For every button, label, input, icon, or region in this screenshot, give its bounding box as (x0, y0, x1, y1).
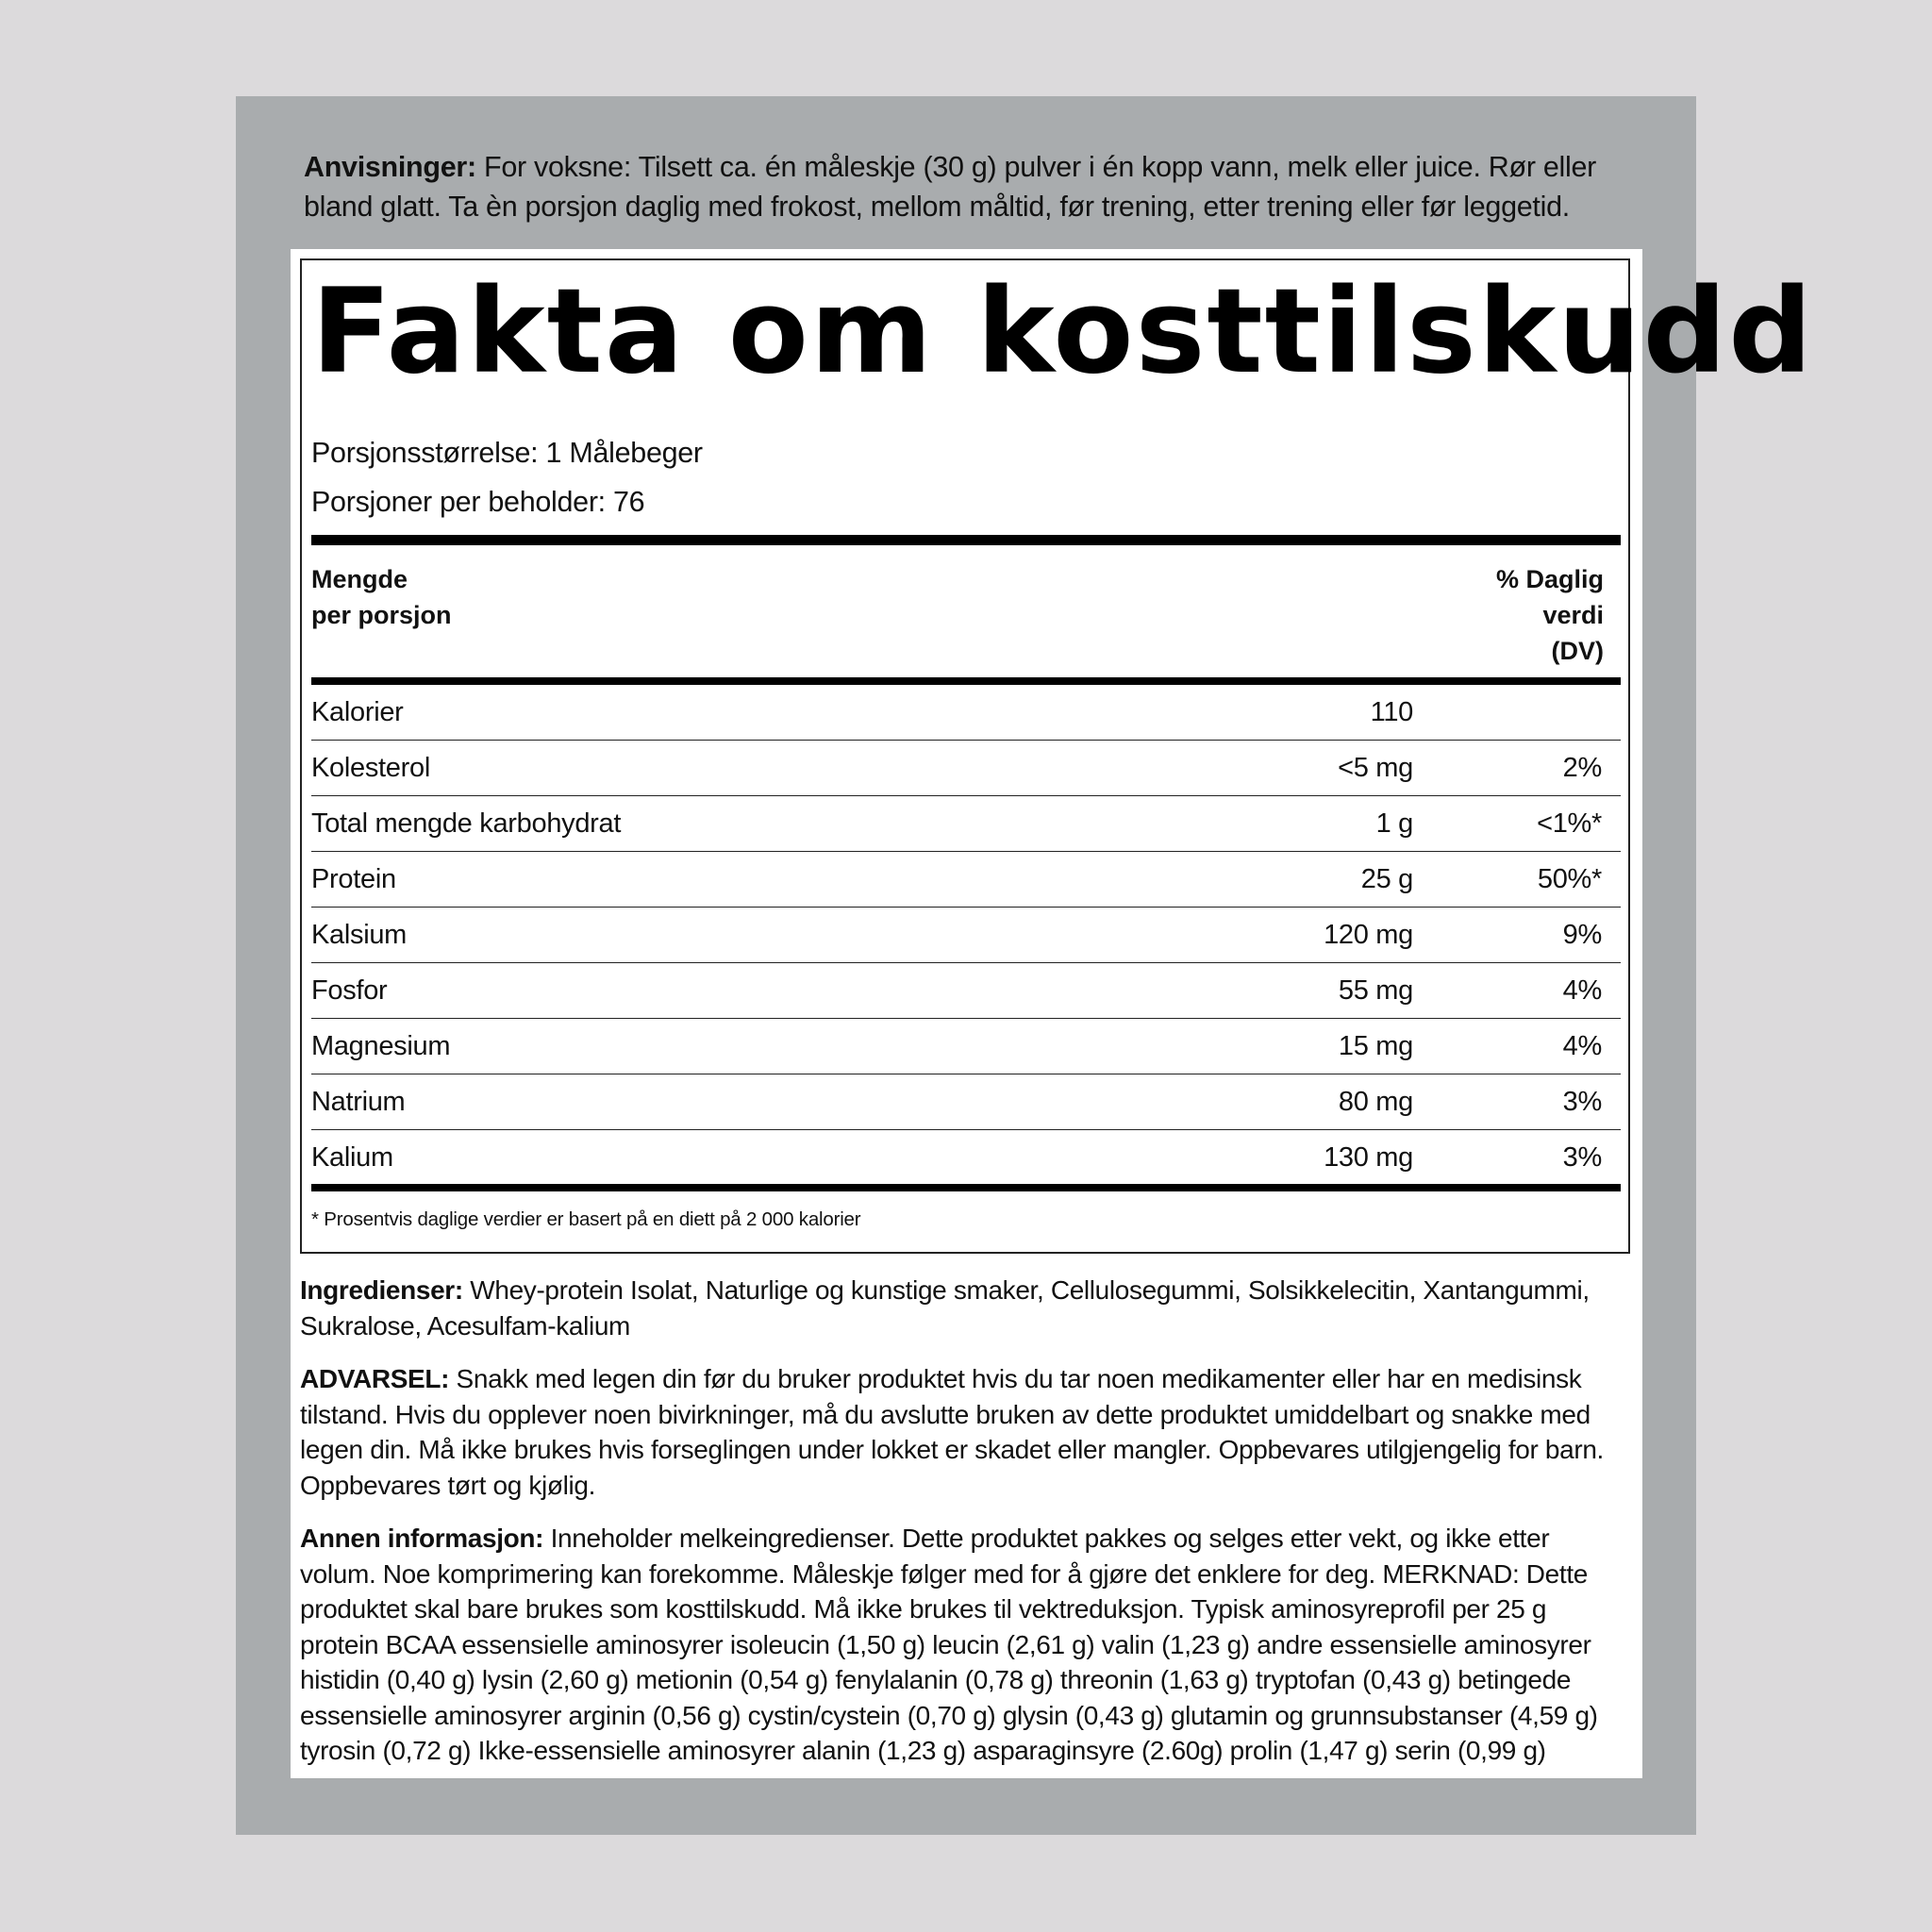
nutrient-name: Kalsium (311, 920, 408, 950)
ingredients-text (300, 1273, 1630, 1343)
nutrient-daily-value: 9% (1562, 920, 1602, 950)
nutrient-amount: 80 mg (1338, 1087, 1413, 1117)
nutrient-row (311, 1074, 1621, 1130)
facts-title: Fakta om kosttilskudd (311, 264, 1815, 400)
nutrient-row (311, 685, 1621, 741)
dv-header-line2: verdi (1542, 601, 1604, 629)
nutrient-name: Total mengde karbohydrat (311, 808, 622, 839)
amount-header-line2: per porsjon (311, 601, 452, 629)
warning-body: Snakk med legen din før du bruker produktet hvis du tar noen medikamenter eller har en medisinsk tilstand. Hvis du opplever noen bivirkninger, må du avslutte bruken av dette produktet umiddelbart og snakke med legen din. Må ikke brukes hvis forseglingen under lokket er skadet eller mangler. Oppbevares utilgjengelig for barn. Oppbevares tørt og kjølig. (300, 1364, 1604, 1500)
nutrient-row (311, 796, 1621, 852)
nutrient-daily-value: 3% (1562, 1142, 1602, 1173)
serving-size: Porsjonsstørrelse: 1 Målebeger (311, 437, 703, 469)
directions-text (304, 147, 1624, 226)
nutrient-daily-value: 4% (1562, 975, 1602, 1006)
amount-header-line1: Mengde (311, 565, 408, 593)
nutrient-daily-value: 50%* (1537, 864, 1602, 894)
nutrient-name: Kolesterol (311, 753, 430, 783)
amount-per-serving-header (311, 561, 452, 633)
nutrient-row (311, 741, 1621, 796)
nutrient-amount: <5 mg (1338, 753, 1413, 783)
nutrient-table (311, 685, 1621, 1186)
daily-value-footnote: * Prosentvis daglige verdier er basert på en diett på 2 000 kalorier (311, 1208, 861, 1230)
nutrient-name: Kalorier (311, 697, 404, 727)
other-information-body: Inneholder melkeingredienser. Dette produktet pakkes og selges etter vekt, og ikke etter volum. Noe komprimering kan forekomme. Måleskje følger med for å gjøre det enklere for deg. MERKNAD: Dette produktet skal bare brukes som kosttilskudd. Må ikke brukes til vektreduksjon. Typisk aminosyreprofil per 25 g protein BCAA essensielle aminosyrer isoleucin (1,50 g) leucin (2,61 g) valin (1,23 g) andre essensielle aminosyrer histidin (0,40 g) lysin (2,60 g) metionin (0,54 g) fenylalanin (0,78 g) threonin (1,63 g) tryptofan (0,43 g) betingede essensielle aminosyrer arginin (0,56 g) cystin/cystein (0,70 g) glysin (0,43 g) glutamin og grunnsubstanser (4,59 g) tyrosin (0,72 g) Ikke-essensielle aminosyrer alanin (1,23 g) asparaginsyre (2.60g) prolin (1,47 g) serin (0,99 g) (300, 1524, 1598, 1765)
nutrient-name: Protein (311, 864, 396, 894)
nutrient-row (311, 908, 1621, 963)
warning-text (300, 1361, 1630, 1503)
nutrient-name: Magnesium (311, 1031, 451, 1061)
nutrient-name: Kalium (311, 1142, 393, 1173)
servings-per-container: Porsjoner per beholder: 76 (311, 486, 645, 518)
nutrient-row (311, 852, 1621, 908)
nutrient-daily-value: 3% (1562, 1087, 1602, 1117)
nutrient-amount: 25 g (1360, 864, 1413, 894)
nutrient-name: Fosfor (311, 975, 388, 1006)
ingredients-label: Ingredienser: (300, 1275, 463, 1305)
nutrient-name: Natrium (311, 1087, 406, 1117)
nutrient-amount: 55 mg (1338, 975, 1413, 1006)
warning-label: ADVARSEL: (300, 1364, 450, 1393)
divider-thick (311, 535, 1621, 545)
divider-thick (311, 677, 1621, 685)
nutrient-amount: 130 mg (1324, 1142, 1413, 1173)
nutrient-amount: 110 (1370, 697, 1413, 727)
directions-label: Anvisninger: (304, 151, 476, 183)
nutrient-amount: 120 mg (1324, 920, 1413, 950)
nutrient-row (311, 963, 1621, 1019)
nutrient-daily-value: <1%* (1537, 808, 1602, 839)
other-information-text (300, 1521, 1630, 1769)
ingredients-body: Whey-protein Isolat, Naturlige og kunstige smaker, Cellulosegummi, Solsikkelecitin, Xantangummi, Sukralose, Acesulfam-kalium (300, 1275, 1590, 1341)
dv-header-line1: % Daglig (1495, 565, 1604, 593)
daily-value-header (1415, 561, 1604, 669)
nutrient-daily-value: 2% (1562, 753, 1602, 783)
dv-header-line3: (DV) (1551, 637, 1604, 665)
nutrient-amount: 15 mg (1338, 1031, 1413, 1061)
nutrient-row (311, 1019, 1621, 1074)
other-information-label: Annen informasjon: (300, 1524, 544, 1553)
directions-body: For voksne: Tilsett ca. én måleskje (30 g) pulver i én kopp vann, melk eller juice. Rør eller bland glatt. Ta èn porsjon daglig med frokost, mellom måltid, før trening, etter trening eller før leggetid. (304, 151, 1597, 223)
nutrient-amount: 1 g (1375, 808, 1413, 839)
nutrient-daily-value: 4% (1562, 1031, 1602, 1061)
divider-thick (311, 1184, 1621, 1191)
nutrient-row (311, 1130, 1621, 1186)
